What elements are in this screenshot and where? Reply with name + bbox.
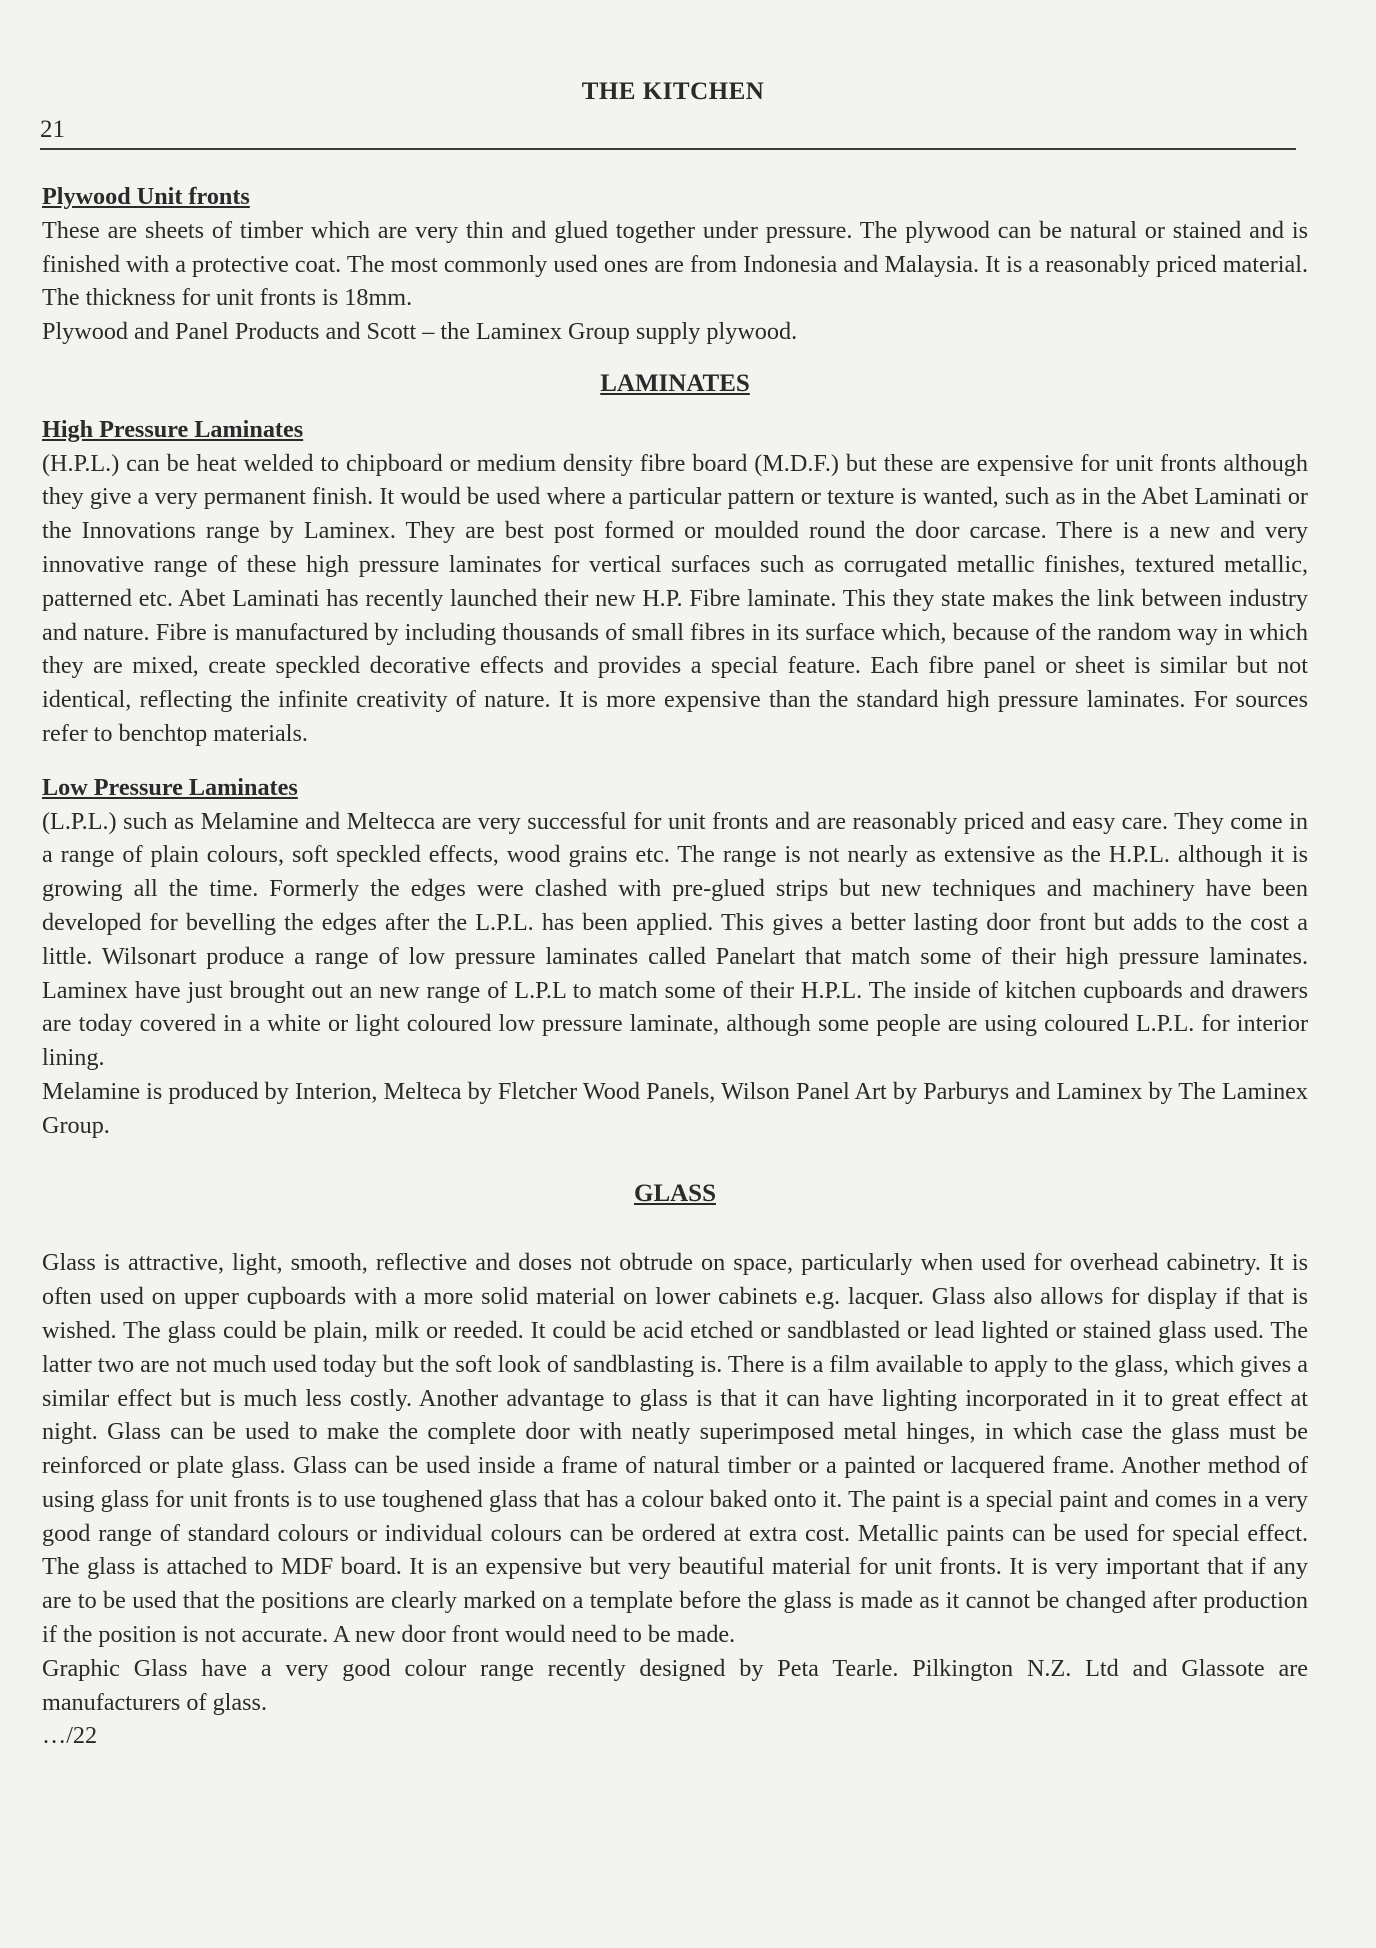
page-body <box>42 180 1308 1753</box>
page-number: 21 <box>40 116 65 143</box>
laminates-heading: LAMINATES <box>600 369 750 397</box>
glass-suppliers: Graphic Glass have a very good colour range recently designed by Peta Tearle. Pilkington N.Z. Ltd and Glassote are manufacturers of glass. <box>42 1654 1308 1716</box>
low-pressure-section <box>42 771 1308 1143</box>
high-pressure-heading: High Pressure Laminates <box>42 415 304 443</box>
glass-paragraph: Glass is attractive, light, smooth, reflective and doses not obtrude on space, particularly when used for overhead cabinetry. It is often used on upper cupboards with a more solid material on lower cabinets e.g. lacquer. Glass also allows for display if that is wished. The glass could be plain, milk or reeded. It could be acid etched or sandblasted or lead lighted or stained glass used. The latter two are not much used today but the soft look of sandblasting is. There is a film available to apply to the glass, which gives a similar effect but is much less costly. Another advantage to glass is that it can have lighting incorporated in it to great effect at night. Glass can be used to make the complete door with neatly superimposed metal hinges, in which case the glass must be reinforced or plate glass. Glass can be used inside a frame of natural timber or a painted or lacquered frame. Another method of using glass for unit fronts is to use toughened glass that has a colour baked onto it. The paint is a special paint and comes in a very good range of standard colours or individual colours can be ordered at extra cost. Metallic paints can be used for special effect. The glass is attached to MDF board. It is an expensive but very beautiful material for unit fronts. It is very important that if any are to be used that the positions are clearly marked on a template before the glass is made as it cannot be changed after production if the position is not accurate. A new door front would need to be made. <box>42 1249 1308 1649</box>
low-pressure-suppliers: Melamine is produced by Interion, Melteca by Fletcher Wood Panels, Wilson Panel Art by Parburys and Laminex by The Laminex Group. <box>42 1077 1308 1139</box>
glass-heading: GLASS <box>634 1179 716 1207</box>
plywood-paragraph: These are sheets of timber which are very thin and glued together under pressure. The plywood can be natural or stained and is finished with a protective coat. The most commonly used ones are from Indonesia and Malaysia. It is a reasonably priced material. The thickness for unit fronts is 18mm. <box>42 216 1308 312</box>
plywood-suppliers: Plywood and Panel Products and Scott – the Laminex Group supply plywood. <box>42 318 798 346</box>
glass-section <box>42 1246 1308 1719</box>
running-title: THE KITCHEN <box>581 78 765 105</box>
low-pressure-paragraph: (L.P.L.) such as Melamine and Meltecca are very successful for unit fronts and are reasonably priced and easy care. They come in a range of plain colours, soft speckled effects, wood grains etc. The range is not nearly as extensive as the H.P.L. although it is growing all the time. Formerly the edges were clashed with pre-glued strips but new techniques and machinery have been developed for bevelling the edges after the L.P.L. has been applied. This gives a better lasting door front but adds to the cost a little. Wilsonart produce a range of low pressure laminates called Panelart that match some of their high pressure laminates. Laminex have just brought out an new range of L.P.L to match some of their H.P.L. The inside of kitchen cupboards and drawers are today covered in a white or light coloured low pressure laminate, although some people are using coloured L.P.L. for interior lining. <box>42 807 1308 1072</box>
plywood-heading: Plywood Unit fronts <box>42 183 250 210</box>
high-pressure-section <box>42 413 1308 751</box>
high-pressure-paragraph: (H.P.L.) can be heat welded to chipboard or medium density fibre board (M.D.F.) but these are expensive for unit fronts although they give a very permanent finish. It would be used where a particular pattern or texture is wanted, such as in the Abet Laminati or the Innovations range by Laminex. They are best post formed or moulded round the door carcase. There is a new and very innovative range of these high pressure laminates for vertical surfaces such as corrugated metallic finishes, textured metallic, patterned etc. Abet Laminati has recently launched their new H.P. Fibre laminate. This they state makes the link between industry and nature. Fibre is manufactured by including thousands of small fibres in its surface which, because of the random way in which they are mixed, create speckled decorative effects and provides a special feature. Each fibre panel or sheet is similar but not identical, reflecting the infinite creativity of nature. It is more expensive than the standard high pressure laminates. For sources refer to benchtop materials. <box>42 449 1308 747</box>
header-rule <box>40 148 1296 150</box>
continuation-marker: …/22 <box>42 1722 98 1750</box>
low-pressure-heading: Low Pressure Laminates <box>42 773 298 801</box>
plywood-section <box>42 180 1308 349</box>
